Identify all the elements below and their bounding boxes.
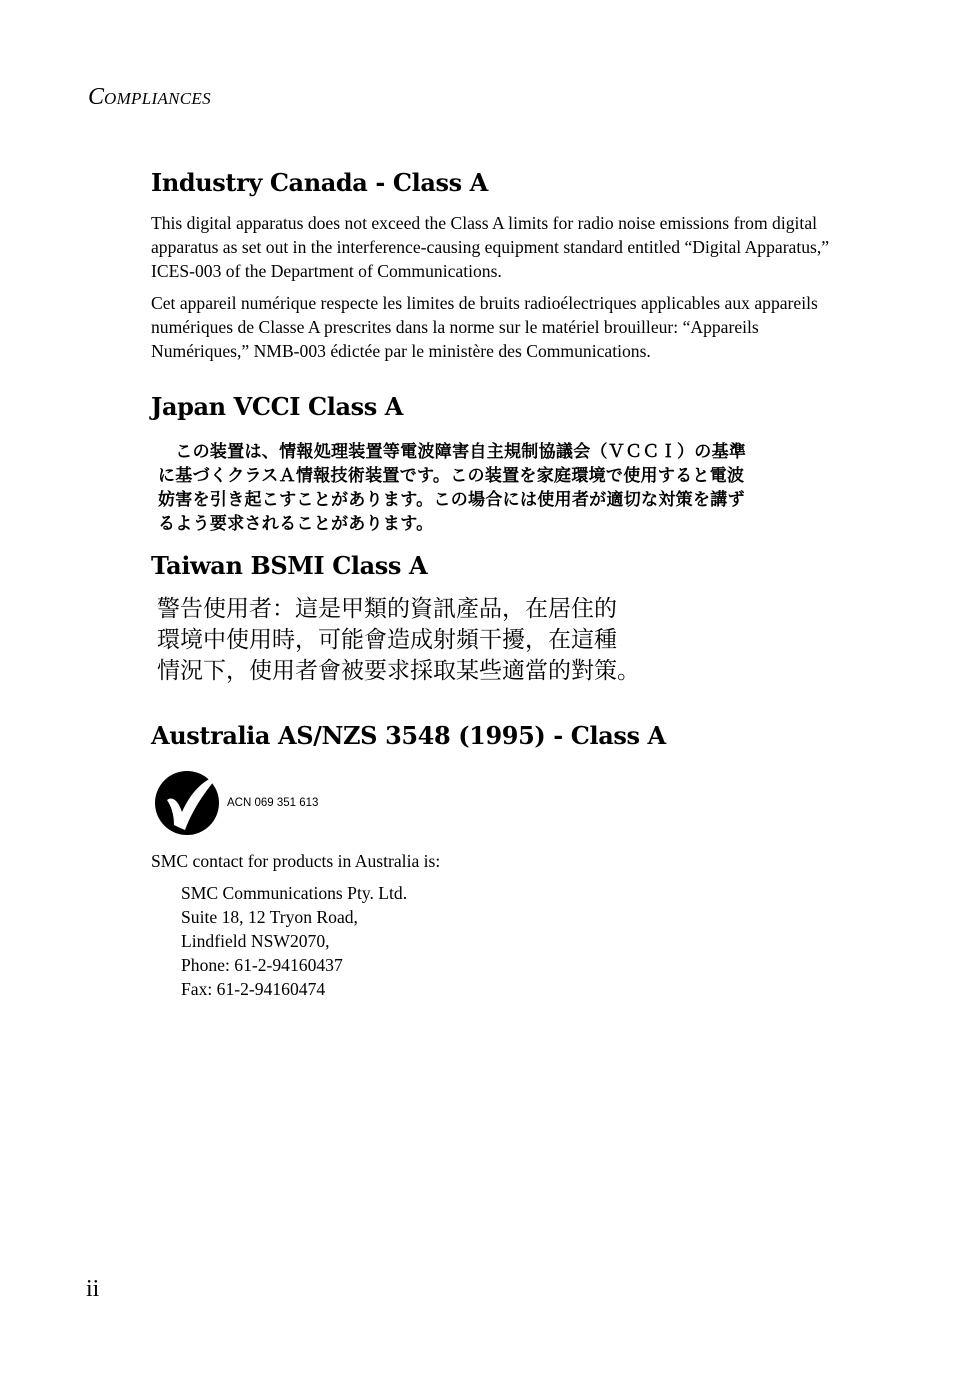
taiwan-line: 警告使用者：這是甲類的資訊產品，在居住的	[157, 596, 617, 622]
australia-address-block	[181, 881, 407, 1001]
japan-line: この装置は、情報処理装置等電波障害自主規制協議会（ＶＣＣＩ）の基準	[158, 442, 747, 462]
australia-contact-intro: SMC contact for products in Australia is:	[151, 851, 441, 871]
acn-number: ACN 069 351 613	[227, 797, 319, 809]
taiwan-bsmi-statement	[157, 594, 640, 687]
taiwan-line: 情況下，使用者會被要求採取某些適當的對策。	[157, 658, 640, 684]
running-header-rest: OMPLIANCES	[104, 89, 211, 108]
address-line: Fax: 61-2-94160474	[181, 979, 326, 999]
japan-line: 妨害を引き起こすことがあります。この場合には使用者が適切な対策を講ず	[158, 490, 745, 510]
address-line: Lindfield NSW2070,	[181, 931, 330, 951]
japan-vcci-statement	[158, 440, 808, 536]
japan-line: るよう要求されることがあります。	[158, 514, 434, 534]
c-tick-icon	[154, 770, 222, 836]
paragraph-canada-english: This digital apparatus does not exceed the Class A limits for radio noise emissions from digital apparatus as set out in the interference-causing equipment standard entitled “Digital Apparatus,” ICES-003 of the Department of Communications.	[151, 213, 830, 281]
heading-australia: Australia AS/NZS 3548 (1995) - Class A	[151, 721, 666, 750]
heading-taiwan-bsmi: Taiwan BSMI Class A	[151, 551, 428, 580]
running-header	[88, 84, 211, 111]
taiwan-line: 環境中使用時，可能會造成射頻干擾，在這種	[157, 627, 617, 653]
paragraph-canada-french: Cet appareil numérique respecte les limites de bruits radioélectriques applicables aux appareils numériques de Classe A prescrites dans la norme sur le matériel brouilleur: “Appareils Numériques,” NMB-003 édictée par le ministère des Communications.	[151, 293, 818, 361]
page-number: ii	[86, 1276, 100, 1302]
japan-line: に基づくクラスＡ情報技術装置です。この装置を家庭環境で使用すると電波	[158, 466, 745, 486]
address-line: Suite 18, 12 Tryon Road,	[181, 907, 358, 927]
running-header-initial: C	[88, 84, 105, 110]
address-line: SMC Communications Pty. Ltd.	[181, 883, 408, 903]
heading-japan-vcci: Japan VCCI Class A	[151, 392, 404, 421]
heading-industry-canada: Industry Canada - Class A	[151, 168, 488, 197]
address-line: Phone: 61-2-94160437	[181, 955, 343, 975]
